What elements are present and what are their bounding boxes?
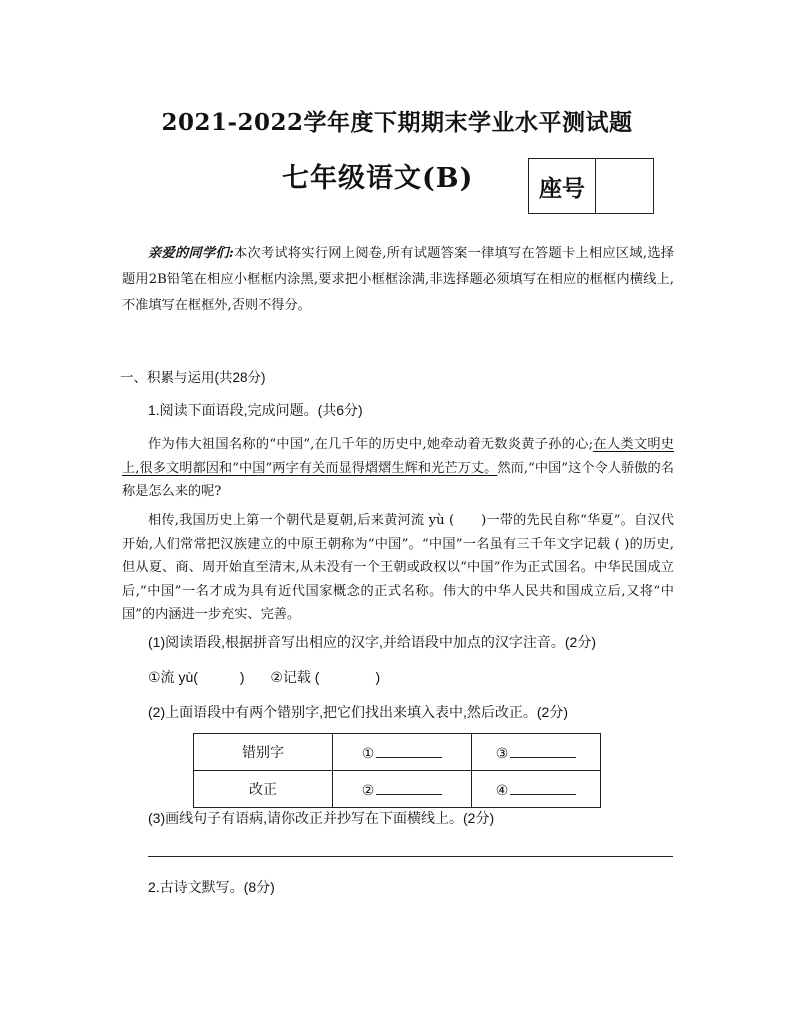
seat-number-cell [596,159,653,213]
answer-blank[interactable] [376,780,442,795]
passage-1-part-a: 作为伟大祖国名称的“中国”,在几千年的历史中,她牵动着无数炎黄子孙的心; [148,437,594,452]
table-row [194,734,601,771]
question-2-prompt: 2.古诗文默写。(8分) [148,879,275,895]
seat-number-box [528,158,654,214]
exam-notice [122,241,674,319]
seat-number-label: 座号 [529,159,596,213]
sub-question-1: (1)阅读语段,根据拼音写出相应的汉字,并给语段中加点的汉字注音。(2分) [148,634,596,650]
fill-item-1: ①流 yù( ) [148,669,245,685]
passage-paragraph-2: 相传,我国历史上第一个朝代是夏朝,后来黄河流 yù ( )一带的先民自称“华夏”。自汉代开始,人们常常把汉族建立的中原王朝称为“中国”。“中国”一名虽有三千年文字记载 ( )的历史,但从夏、商、周开始直至清末,从未没有一个王朝或政权以“中国”作为正式国名。中华民国成立后,“中国”一名才成为具有近代国家概念的正式名称。伟大的中华人民共和国成立后,又将“中国”的内涵进一步充实、完善。 [122,513,674,622]
underlined-sentence: 在人类文明史上,很多文明都因和“中国”两字有关而显得熠熠生辉和光芒万丈。 [122,437,674,476]
blank-marker: ④ [495,781,509,798]
exam-title: 2021-2022学年度下期期末学业水平测试题 [161,109,633,136]
sub-question-2: (2)上面语段中有两个错别字,把它们找出来填入表中,然后改正。(2分) [148,704,568,720]
table-cell: 错别字 [194,734,333,771]
table-cell [472,734,601,771]
blank-marker: ② [361,781,375,798]
question-1-prompt: 1.阅读下面语段,完成问题。(共6分) [148,402,363,418]
answer-blank[interactable] [510,743,576,758]
table-cell: 改正 [194,771,333,808]
blank-marker: ① [361,744,375,761]
passage-1-part-b: 然而,“中国”这个令人骄傲的名称是怎么来的呢? [122,460,674,499]
sub-question-3: (3)画线句子有语病,请你改正并抄写在下面横线上。(2分) [148,810,495,826]
notice-lead: 亲爱的同学们: [148,246,234,261]
blank-marker: ③ [495,744,509,761]
notice-text: 本次考试将实行网上阅卷,所有试题答案一律填写在答题卡上相应区域,选择题用2B铅笔在相应小框框内涂黑,要求把小框框涂满,非选择题必须填写在相应的框框内横线上,不准填写在框框外,否则不得分。 [122,246,674,313]
answer-line[interactable] [148,856,673,857]
answer-blank[interactable] [510,780,576,795]
pinyin-fill-row [148,667,380,687]
table-cell [472,771,601,808]
exam-subtitle: 七年级语文(B) [282,163,474,194]
fill-item-2: ②记载 ( ) [270,669,381,685]
passage-paragraph-1 [122,433,674,504]
table-cell [333,771,472,808]
answer-blank[interactable] [376,743,442,758]
table-cell [333,734,472,771]
table-row [194,771,601,808]
typo-table [193,733,601,808]
section-heading: 一、积累与运用(共28分) [120,370,266,385]
